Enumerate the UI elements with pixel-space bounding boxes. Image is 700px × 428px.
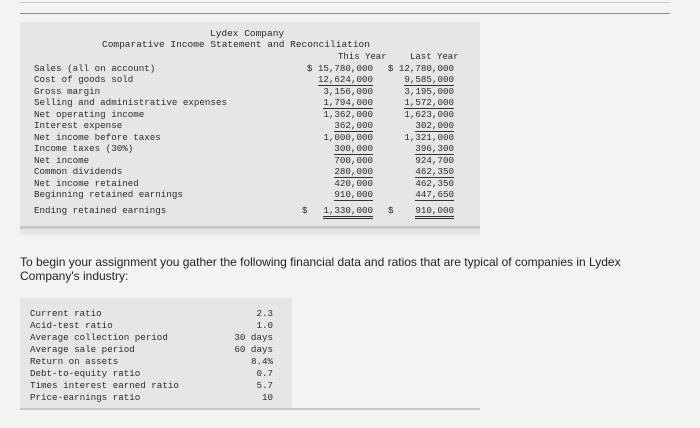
table-bottom-rule	[20, 226, 480, 229]
last-year-value: 396,300	[415, 143, 454, 154]
ratio-row	[20, 320, 292, 332]
this-year-value: 362,000	[334, 120, 373, 131]
ratio-row	[20, 308, 292, 320]
ratio-label: Average collection period	[30, 332, 168, 343]
ratio-row	[20, 332, 292, 344]
this-year-value: 280,000	[334, 166, 373, 177]
statement-row-income-taxes	[20, 143, 480, 155]
this-year-value: 3,156,000	[323, 85, 373, 97]
row-label: Beginning retained earnings	[34, 189, 183, 200]
statement-title: Comparative Income Statement and Reconciliation	[102, 39, 370, 50]
this-year-value: 300,000	[334, 143, 373, 154]
this-year-value: 1,362,000	[323, 108, 373, 120]
last-year-dollar-sign: $	[388, 205, 394, 216]
ratio-value: 1.0	[256, 320, 273, 331]
last-year-value: 924,700	[415, 154, 454, 166]
last-year-value: 9,585,000	[404, 74, 454, 85]
ratio-value: 5.7	[256, 380, 273, 391]
last-year-value: 1,321,000	[404, 131, 454, 143]
ratio-value: 10	[261, 392, 273, 403]
last-year-value: 462,350	[415, 177, 454, 189]
column-header-last-year: Last Year	[410, 52, 459, 62]
ratio-value: 2.3	[256, 308, 273, 319]
ratio-label: Return on assets	[30, 356, 119, 367]
ratio-row	[20, 368, 292, 380]
ratio-label: Debt-to-equity ratio	[30, 368, 141, 379]
income-statement-table	[20, 22, 480, 235]
last-year-value: 3,195,000	[404, 85, 454, 97]
last-year-value: 447,650	[415, 189, 454, 200]
row-label: Net income retained	[34, 177, 139, 189]
last-year-value: 462,350	[415, 166, 454, 177]
this-year-value: 1,794,000	[323, 97, 373, 108]
company-name: Lydex Company	[210, 28, 285, 39]
statement-row-net-income-before-taxes	[20, 132, 480, 144]
statement-row-beginning-retained-earnings	[20, 189, 480, 201]
this-year-dollar-sign: $	[302, 205, 308, 216]
this-year-value: 1,330,000	[323, 205, 373, 219]
ratio-value: 60 days	[234, 344, 273, 355]
statement-row-net-income-retained	[20, 178, 480, 190]
ratio-value: 30 days	[234, 332, 273, 343]
statement-row-interest-expense	[20, 120, 480, 132]
row-label: Gross margin	[34, 85, 101, 97]
statement-row-cogs	[20, 74, 480, 86]
row-label: Interest expense	[34, 120, 123, 131]
industry-ratios-table	[20, 298, 292, 410]
last-year-value: 910,000	[415, 205, 454, 219]
this-year-value: 420,000	[334, 177, 373, 189]
last-year-value: $ 12,780,000	[387, 63, 454, 74]
ratio-label: Current ratio	[30, 308, 102, 319]
ratio-row	[20, 392, 292, 404]
row-label: Net income before taxes	[34, 131, 161, 143]
row-label: Ending retained earnings	[34, 205, 167, 216]
this-year-value: 910,000	[334, 189, 373, 200]
row-label: Common dividends	[34, 166, 123, 177]
ratio-value: 8.4%	[250, 356, 273, 367]
last-year-value: 302,000	[415, 120, 454, 131]
row-label: Sales (all on account)	[34, 63, 156, 74]
row-label: Income taxes (30%)	[34, 143, 134, 154]
statement-row-net-income	[20, 155, 480, 167]
ratio-label: Acid-test ratio	[30, 320, 113, 331]
row-label: Net operating income	[34, 108, 145, 120]
row-label: Net income	[34, 154, 90, 166]
statement-row-selling-admin	[20, 97, 480, 109]
ratio-row	[20, 380, 292, 392]
table-bottom-rule	[20, 408, 480, 410]
this-year-value: 1,000,000	[323, 131, 373, 143]
ratio-value: 0.7	[256, 368, 273, 379]
statement-row-sales	[20, 63, 480, 75]
this-year-value: $ 15,780,000	[306, 63, 373, 74]
this-year-value: 12,624,000	[317, 74, 373, 85]
statement-row-common-dividends	[20, 166, 480, 178]
statement-row-ending-retained-earnings	[20, 205, 480, 217]
last-year-value: 1,572,000	[404, 97, 454, 108]
row-label: Cost of goods sold	[34, 74, 134, 85]
row-label: Selling and administrative expenses	[34, 97, 227, 108]
ratio-label: Price-earnings ratio	[30, 392, 141, 403]
statement-row-gross-margin	[20, 86, 480, 98]
top-divider	[20, 2, 670, 14]
this-year-value: 700,000	[334, 154, 373, 166]
ratio-row	[20, 344, 292, 356]
column-header-this-year: This Year	[338, 52, 387, 62]
ratio-label: Times interest earned ratio	[30, 380, 179, 391]
last-year-value: 1,623,000	[404, 108, 454, 120]
assignment-intro-text: To begin your assignment you gather the following financial data and ratios that are typical of companies in Lydex Company's industry:	[20, 255, 621, 283]
statement-row-net-operating-income	[20, 109, 480, 121]
ratio-label: Average sale period	[30, 344, 135, 355]
ratio-row	[20, 356, 292, 368]
